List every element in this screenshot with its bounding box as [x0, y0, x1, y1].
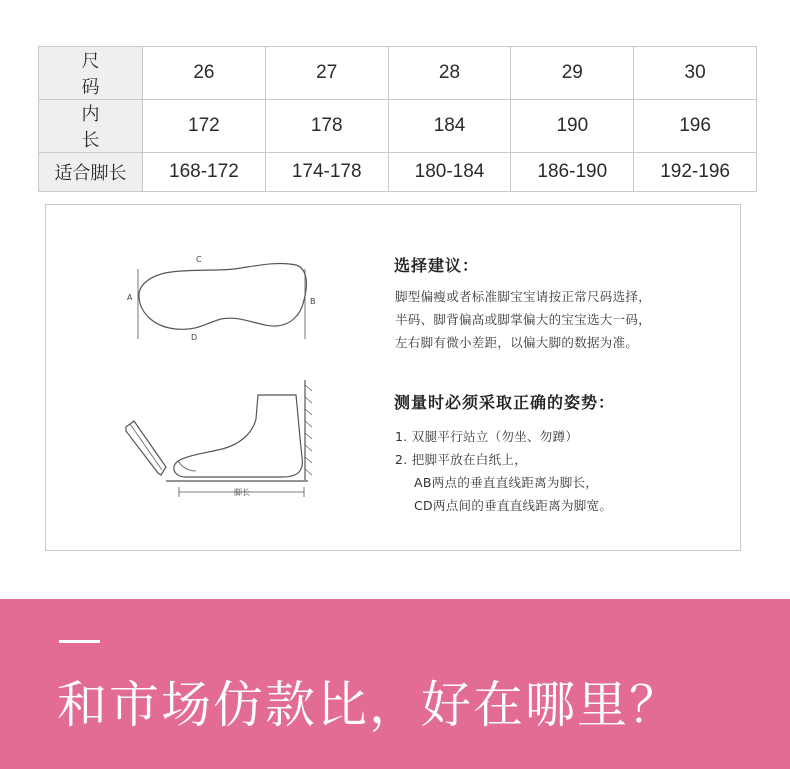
table-cell: 180-184 — [388, 153, 511, 192]
measurement-guide — [45, 204, 741, 551]
table-cell: 174-178 — [265, 153, 388, 192]
advice-line: 左右脚有微小差距，以偏大脚的数据为准。 — [395, 335, 639, 350]
table-cell: 30 — [634, 47, 757, 100]
posture-line: 1. 双腿平行站立（勿坐、勿蹲） — [395, 429, 579, 444]
banner-dash — [59, 640, 100, 643]
table-cell: 28 — [388, 47, 511, 100]
label-c: C — [196, 255, 202, 264]
table-cell: 172 — [143, 100, 266, 153]
table-cell: 168-172 — [143, 153, 266, 192]
table-row — [39, 153, 757, 192]
banner-headline: 和市场仿款比，好在哪里？ — [57, 676, 681, 734]
label-b: B — [310, 297, 316, 306]
row-label: 适合脚长 — [39, 153, 143, 192]
table-cell: 190 — [511, 100, 634, 153]
advice-line: 脚型偏瘦或者标准脚宝宝请按正常尺码选择， — [395, 289, 652, 304]
row-label: 内长 — [39, 100, 143, 153]
table-row — [39, 47, 757, 100]
table-cell: 26 — [143, 47, 266, 100]
table-cell: 29 — [511, 47, 634, 100]
posture-title: 测量时必须采取正确的姿势： — [394, 393, 616, 412]
table-cell: 196 — [634, 100, 757, 153]
table-cell: 186-190 — [511, 153, 634, 192]
footprint-illustration — [138, 264, 306, 339]
label-a: A — [127, 293, 133, 302]
foot-side-illustration — [126, 380, 312, 497]
posture-line: 2. 把脚平放在白纸上， — [395, 452, 527, 467]
table-cell: 27 — [265, 47, 388, 100]
foot-length-label: 脚长 — [234, 488, 250, 497]
section-banner — [0, 599, 790, 769]
table-cell: 184 — [388, 100, 511, 153]
table-row — [39, 100, 757, 153]
posture-line: CD两点间的垂直直线距离为脚宽。 — [414, 498, 613, 513]
advice-line: 半码、脚背偏高或脚掌偏大的宝宝选大一码， — [395, 312, 652, 327]
advice-title: 选择建议： — [394, 256, 480, 275]
label-d: D — [191, 333, 198, 342]
size-table — [38, 46, 757, 192]
table-cell: 178 — [265, 100, 388, 153]
table-cell: 192-196 — [634, 153, 757, 192]
row-label: 尺码 — [39, 47, 143, 100]
posture-line: AB两点的垂直直线距离为脚长， — [414, 475, 599, 490]
